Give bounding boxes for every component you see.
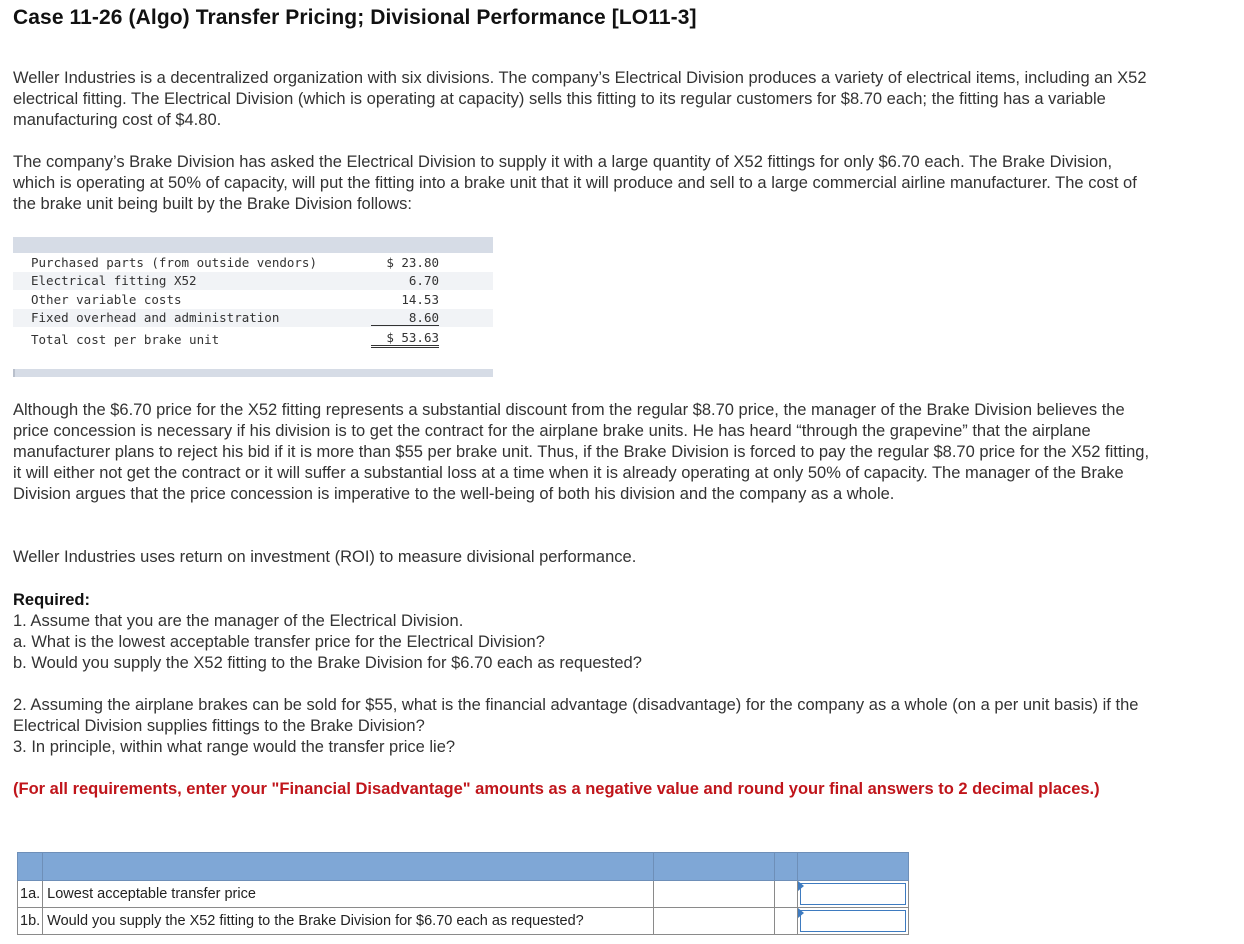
answer-row: [18, 908, 909, 935]
required-section-2: [13, 695, 1153, 758]
cost-label: Purchased parts (from outside vendors): [31, 254, 317, 270]
intro-paragraph: Weller Industries is a decentralized organization with six divisions. The company’s Electrical Division produces a variety of electrical items, including an X52 electrical fitting. The Electrical Division (which is operating at capacity) sells this fitting to its regular customers for $8.70 each; the fitting has a variable manufacturing cost of $4.80.: [13, 69, 1147, 129]
answer-row-label: Lowest acceptable transfer price: [43, 881, 654, 908]
page-title: Case 11-26 (Algo) Transfer Pricing; Divisional Performance [LO11-3]: [13, 6, 697, 29]
answer-row-number: 1b.: [18, 908, 43, 935]
cost-value: 6.70: [408, 273, 439, 289]
answer-table-header: [18, 853, 909, 881]
cost-label: Electrical fitting X52: [31, 273, 197, 289]
cost-total-value: $ 53.63: [371, 330, 439, 348]
requirement-2: 2. Assuming the airplane brakes can be sold for $55, what is the financial advantage (disadvantage) for the company as a whole (on a per unit basis) if the Electrical Division supplies fittings to the Brake Division?: [13, 696, 1139, 735]
answer-row-label: Would you supply the X52 fitting to the Brake Division for $6.70 each as requested?: [43, 908, 654, 935]
requirement-1b: b. Would you supply the X52 fitting to the Brake Division for $6.70 each as requested?: [13, 654, 642, 672]
cost-value: 8.60: [371, 310, 439, 326]
cost-value: 14.53: [401, 291, 439, 307]
cost-row: [13, 253, 493, 272]
brake-division-paragraph: The company’s Brake Division has asked the Electrical Division to supply it with a large quantity of X52 fittings for only $6.70 each. The Brake Division, which is operating at 50% of capacity, will put the fitting into a brake unit that it will produce and sell to a large commercial airline manufacturer. The cost of the brake unit being built by the Brake Division follows:: [13, 153, 1137, 213]
manager-argument-paragraph: Although the $6.70 price for the X52 fitting represents a substantial discount from the regular $8.70 price, the manager of the Brake Division believes the price concession is necessary if his division is to get the contract for the airplane brake units. He has heard “through the grapevine” that the airplane manufacturer plans to reject his bid if it is more than $55 per brake unit. Thus, if the Brake Division is forced to pay the regular $8.70 price for the X52 fitting, it will either not get the contract or it will suffer a substantial loss at a time when it is already operating at only 50% of capacity. The manager of the Brake Division argues that the price concession is imperative to the well-being of both his division and the company as a whole.: [13, 401, 1150, 503]
input-marker-icon: [798, 881, 804, 891]
cost-table-footer-bar: [13, 369, 493, 377]
answer-row: [18, 881, 909, 908]
cost-total-label: Total cost per brake unit: [31, 331, 220, 347]
cost-value: $ 23.80: [386, 254, 439, 270]
answer-table: [17, 852, 909, 935]
cost-label: Other variable costs: [31, 291, 182, 307]
cost-label: Fixed overhead and administration: [31, 310, 280, 326]
requirement-3: 3. In principle, within what range would the transfer price lie?: [13, 738, 456, 756]
answer-input-1a[interactable]: [800, 883, 906, 905]
cost-row: [13, 309, 493, 328]
roi-paragraph: Weller Industries uses return on investment (ROI) to measure divisional performance.: [13, 548, 637, 566]
answer-row-number: 1a.: [18, 881, 43, 908]
requirement-1: 1. Assume that you are the manager of the Electrical Division.: [13, 612, 464, 630]
instruction-note: (For all requirements, enter your "Financial Disadvantage" amounts as a negative value and round your final answers to 2 decimal places.): [13, 780, 1100, 798]
required-section: [13, 590, 1153, 674]
cost-total-row: [13, 327, 493, 351]
answer-input-1b[interactable]: [800, 910, 906, 932]
input-marker-icon: [798, 908, 804, 918]
required-heading: Required:: [13, 591, 91, 609]
cost-table-header-bar: [13, 237, 493, 253]
cost-table: [13, 237, 493, 377]
cost-row: [13, 290, 493, 309]
requirement-1a: a. What is the lowest acceptable transfer price for the Electrical Division?: [13, 633, 545, 651]
cost-row: [13, 272, 493, 291]
